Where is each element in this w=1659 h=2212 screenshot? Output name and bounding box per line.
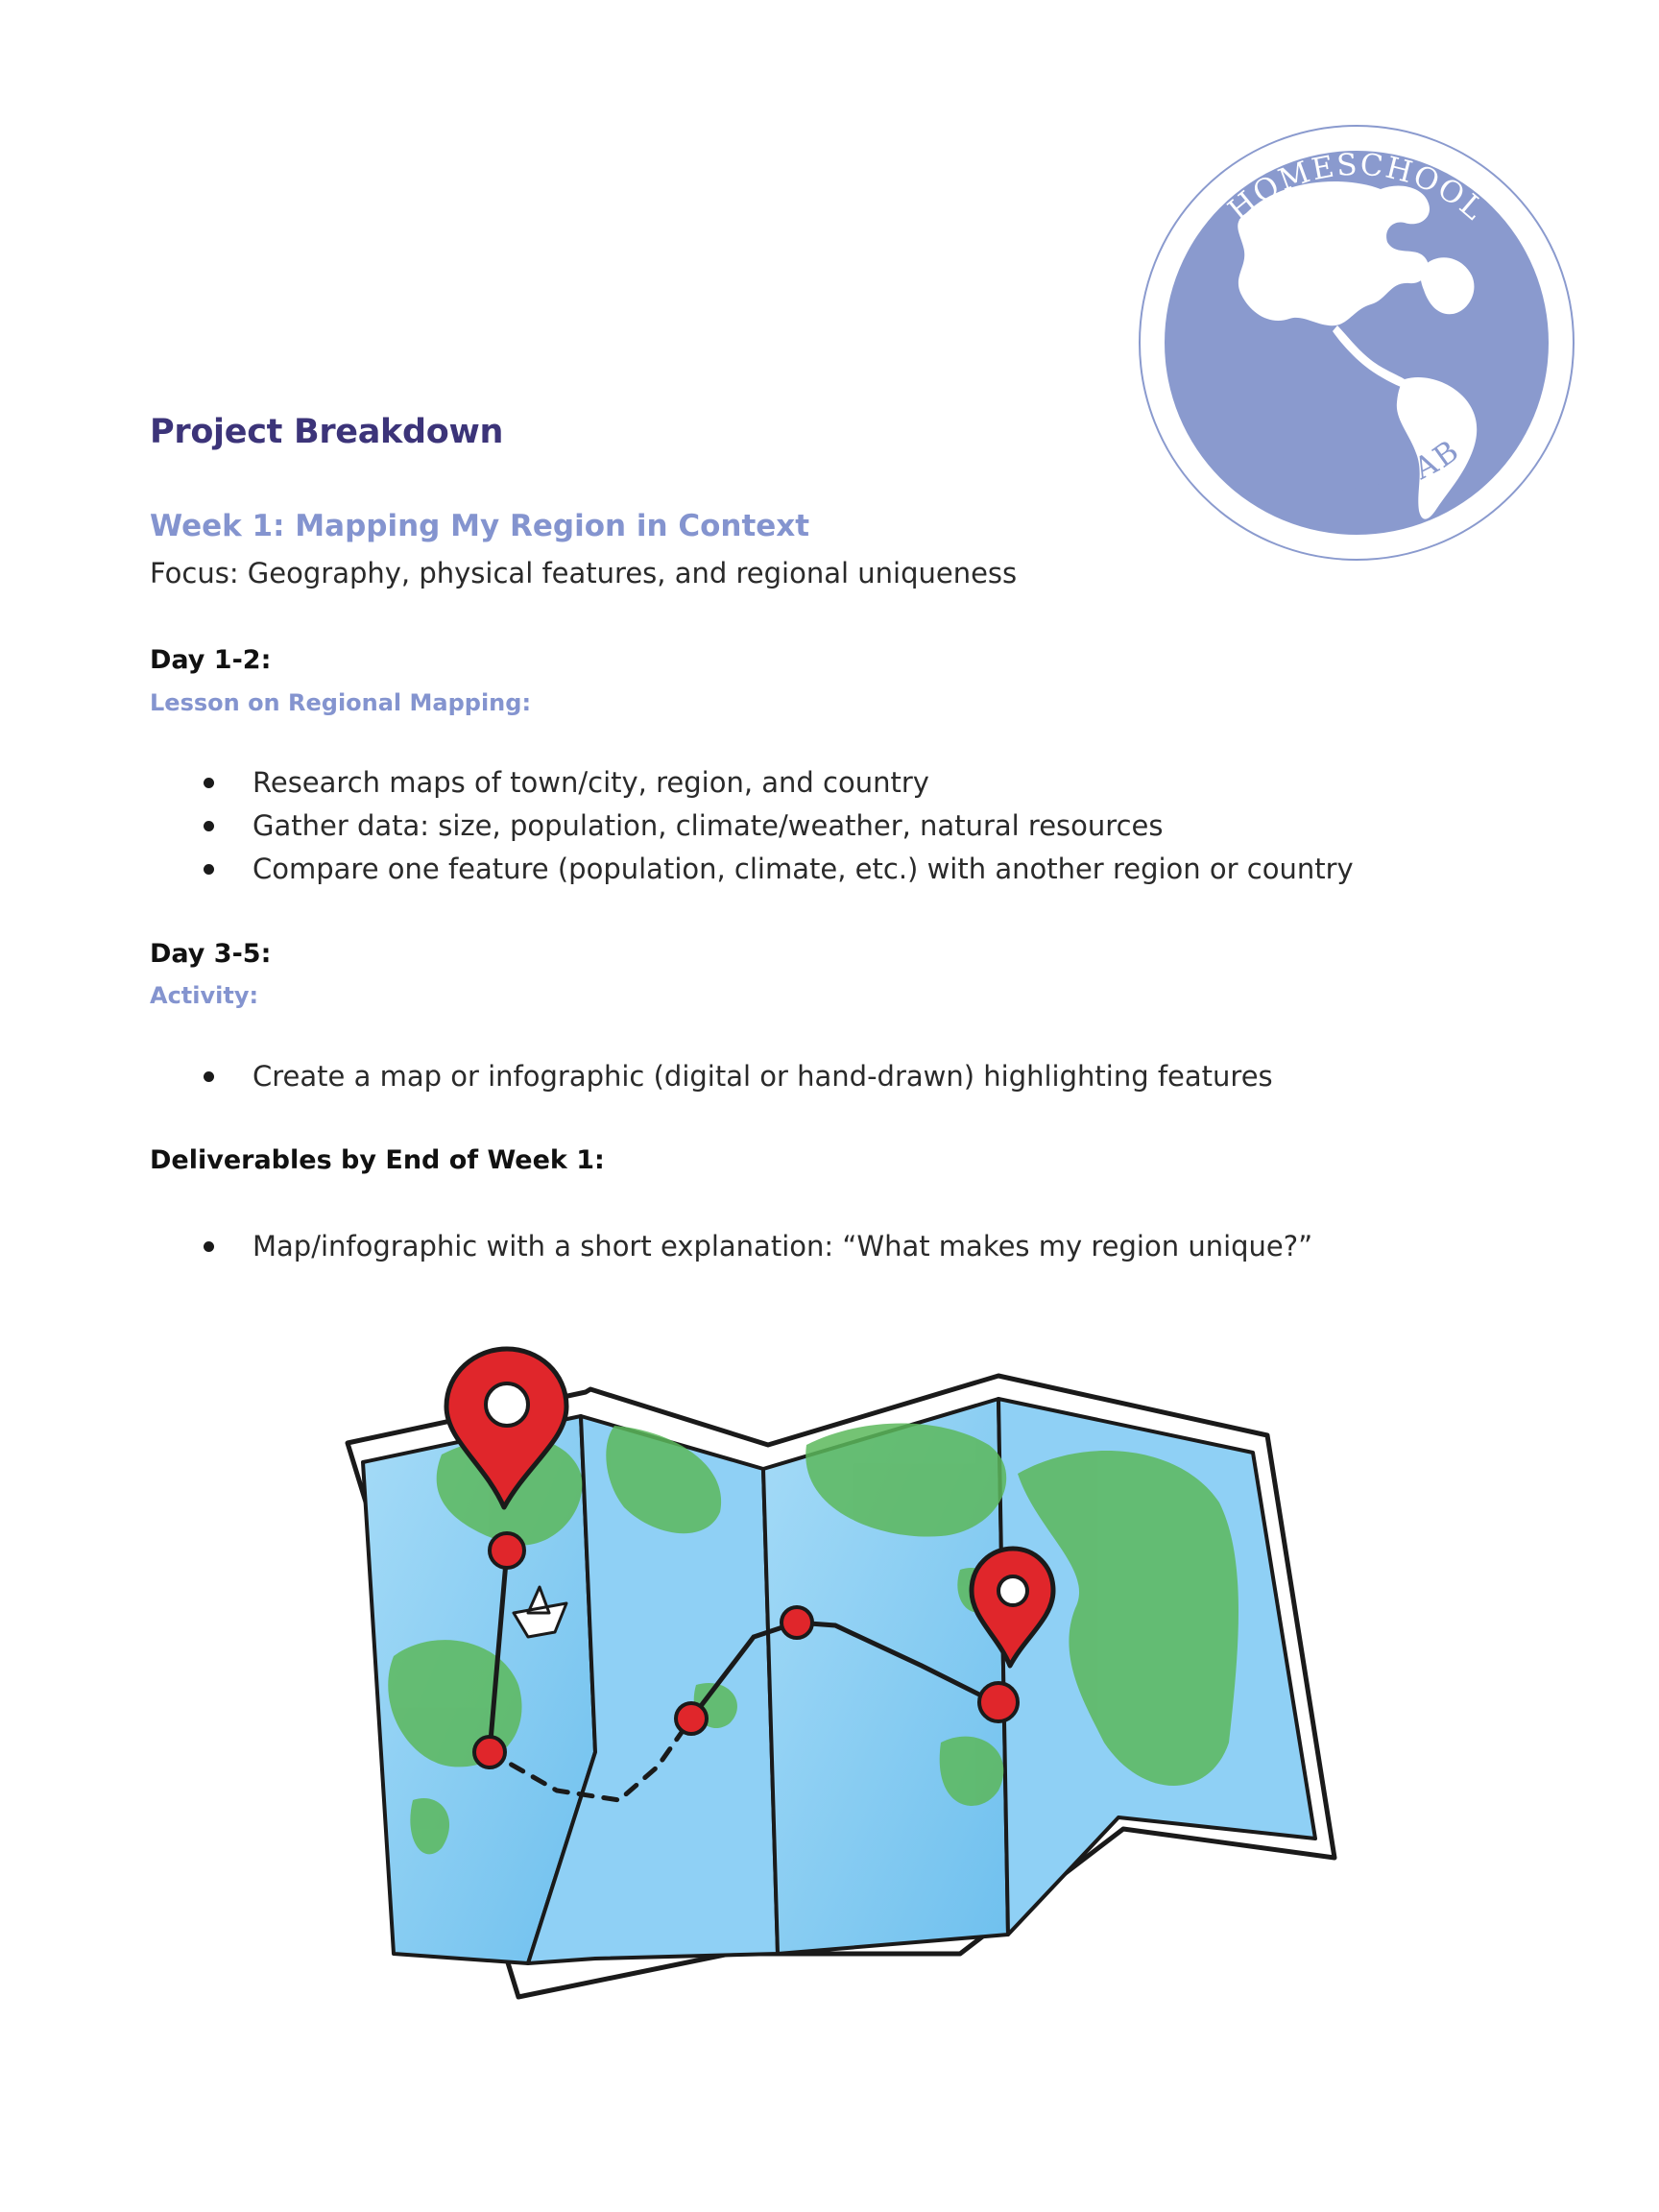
bullet-icon — [204, 864, 214, 875]
list-item-text: Research maps of town/city, region, and country — [252, 766, 929, 799]
page-title: Project Breakdown — [150, 413, 504, 451]
bullet-icon — [204, 821, 214, 831]
list-item — [150, 805, 1354, 848]
list-item — [150, 761, 1354, 805]
homeschool-genius-lab-logo — [1136, 122, 1577, 564]
day-1-2-subheading: Lesson on Regional Mapping: — [150, 689, 532, 716]
list-item — [150, 848, 1354, 891]
day-3-5-heading: Day 3-5: — [150, 939, 272, 969]
list-item — [150, 1225, 1312, 1268]
folded-map-illustration — [326, 1339, 1349, 2098]
logo-top-text: HOMESCHOOL — [1221, 147, 1492, 228]
list-item — [150, 1055, 1273, 1098]
list-item-text: Compare one feature (population, climate, etc.) with another region or country — [252, 853, 1354, 885]
logo-bottom-text: GENIUS LAB — [1245, 432, 1468, 501]
deliverables-heading: Deliverables by End of Week 1: — [150, 1145, 605, 1175]
week-focus: Focus: Geography, physical features, and regional uniqueness — [150, 557, 1018, 589]
list-item-text: Map/infographic with a short explanation: “What makes my region unique?” — [252, 1230, 1313, 1262]
week-title: Week 1: Mapping My Region in Context — [150, 509, 810, 543]
list-item-text: Create a map or infographic (digital or hand-drawn) highlighting features — [252, 1060, 1273, 1093]
bullet-icon — [204, 1071, 214, 1082]
day-3-5-subheading: Activity: — [150, 982, 259, 1009]
bullet-icon — [204, 778, 214, 788]
day-1-2-heading: Day 1-2: — [150, 645, 272, 675]
deliverables-bullet-list — [150, 1225, 1312, 1268]
day-3-5-bullet-list — [150, 1055, 1273, 1098]
day-1-2-bullet-list — [150, 761, 1354, 891]
bullet-icon — [204, 1241, 214, 1252]
list-item-text: Gather data: size, population, climate/weather, natural resources — [252, 809, 1164, 842]
